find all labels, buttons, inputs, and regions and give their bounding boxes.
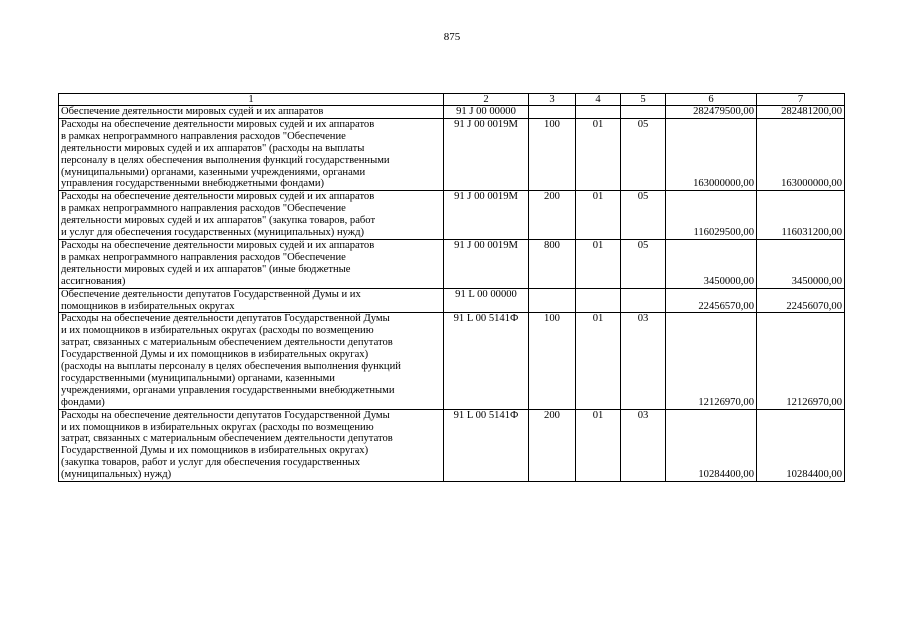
subsection-cell: 03 <box>621 409 666 481</box>
expense-name-line: деятельности мировых судей и их аппаратов" (иные бюджетные <box>61 263 351 275</box>
subsection-cell <box>621 288 666 313</box>
budget-code-cell: 91 L 00 00000 <box>444 288 529 313</box>
expense-name-cell <box>59 118 444 190</box>
budget-code-cell: 91 L 00 5141Ф <box>444 313 529 409</box>
expense-name-cell <box>59 409 444 481</box>
amount-col7-cell: 3450000,00 <box>757 239 845 288</box>
table-row <box>59 288 845 313</box>
subsection-cell: 05 <box>621 191 666 240</box>
subsection-cell: 03 <box>621 313 666 409</box>
amount-col7-cell: 12126970,00 <box>757 313 845 409</box>
expense-type-cell <box>529 288 576 313</box>
expense-name-line: Расходы на обеспечение деятельности мировых судей и их аппаратов <box>61 239 375 251</box>
section-cell <box>576 288 621 313</box>
column-header: 3 <box>529 94 576 106</box>
section-cell <box>576 106 621 119</box>
amount-col7-cell: 10284400,00 <box>757 409 845 481</box>
amount-col7-cell: 22456070,00 <box>757 288 845 313</box>
expense-name-line: Государственной Думы и их помощников в избирательных округах) <box>61 349 369 361</box>
table-header-row <box>59 94 845 106</box>
table-row <box>59 409 845 481</box>
expense-name-cell <box>59 313 444 409</box>
expense-name-line: (расходы на выплаты персоналу в целях обеспечения выполнения функций <box>61 361 401 373</box>
budget-code-cell: 91 J 00 00000 <box>444 106 529 119</box>
expense-name-line: Расходы на обеспечение деятельности депутатов Государственной Думы <box>61 409 390 421</box>
expense-name-line: Обеспечение деятельности мировых судей и их аппаратов <box>61 106 324 117</box>
expense-name-line: деятельности мировых судей и их аппаратов" (закупка товаров, работ <box>61 215 376 227</box>
expense-name-line: государственными (муниципальными) органами, казенными <box>61 372 335 384</box>
budget-code-cell: 91 J 00 0019М <box>444 118 529 190</box>
column-header: 5 <box>621 94 666 106</box>
subsection-cell <box>621 106 666 119</box>
table-row <box>59 191 845 240</box>
expense-name-line: (закупка товаров, работ и услуг для обеспечения государственных <box>61 457 361 469</box>
section-cell: 01 <box>576 409 621 481</box>
expense-name-line: в рамках непрограммного направления расходов "Обеспечение <box>61 251 346 263</box>
expense-type-cell: 200 <box>529 409 576 481</box>
expense-name-cell <box>59 288 444 313</box>
table-row <box>59 118 845 190</box>
expense-name-cell <box>59 106 444 119</box>
page-number: 875 <box>443 31 461 43</box>
expense-name-line: Расходы на обеспечение деятельности мировых судей и их аппаратов <box>61 191 375 203</box>
amount-col6-cell: 22456570,00 <box>666 288 757 313</box>
column-header: 2 <box>444 94 529 106</box>
amount-col6-cell: 12126970,00 <box>666 313 757 409</box>
expense-name-line: Расходы на обеспечение деятельности депутатов Государственной Думы <box>61 313 390 325</box>
section-cell: 01 <box>576 239 621 288</box>
expense-name-line: Обеспечение деятельности депутатов Государственной Думы и их <box>61 288 361 300</box>
expense-name-line: и их помощников в избирательных округах (расходы по возмещению <box>61 325 374 337</box>
budget-table <box>58 93 845 482</box>
subsection-cell: 05 <box>621 118 666 190</box>
expense-name-line: Государственной Думы и их помощников в избирательных округах) <box>61 445 369 457</box>
amount-col6-cell: 163000000,00 <box>666 118 757 190</box>
amount-col7-cell: 163000000,00 <box>757 118 845 190</box>
subsection-cell: 05 <box>621 239 666 288</box>
expense-name-line: фондами) <box>61 396 105 408</box>
section-cell: 01 <box>576 313 621 409</box>
amount-col6-cell: 10284400,00 <box>666 409 757 481</box>
budget-code-cell: 91 J 00 0019М <box>444 239 529 288</box>
expense-type-cell <box>529 106 576 119</box>
expense-name-line: и услуг для обеспечения государственных (муниципальных) нужд) <box>61 227 365 239</box>
table-row <box>59 239 845 288</box>
expense-name-line: ассигнования) <box>61 275 126 287</box>
column-header: 6 <box>666 94 757 106</box>
expense-name-line: персоналу в целях обеспечения выполнения функций государственными <box>61 154 390 166</box>
expense-name-line: и их помощников в избирательных округах (расходы по возмещению <box>61 421 374 433</box>
expense-name-line: Расходы на обеспечение деятельности мировых судей и их аппаратов <box>61 118 375 130</box>
expense-name-line: помощников в избирательных округах <box>61 300 235 312</box>
budget-code-cell: 91 L 00 5141Ф <box>444 409 529 481</box>
expense-name-cell <box>59 191 444 240</box>
budget-code-cell: 91 J 00 0019М <box>444 191 529 240</box>
expense-type-cell: 100 <box>529 313 576 409</box>
section-cell: 01 <box>576 191 621 240</box>
expense-name-line: затрат, связанных с материальным обеспечением деятельности депутатов <box>61 337 393 349</box>
expense-name-line: в рамках непрограммного направления расходов "Обеспечение <box>61 203 346 215</box>
amount-col6-cell: 3450000,00 <box>666 239 757 288</box>
expense-name-line: учреждениями, органами управления государственными внебюджетными <box>61 384 395 396</box>
expense-type-cell: 800 <box>529 239 576 288</box>
amount-col6-cell: 116029500,00 <box>666 191 757 240</box>
expense-name-line: в рамках непрограммного направления расходов "Обеспечение <box>61 130 346 142</box>
expense-type-cell: 200 <box>529 191 576 240</box>
section-cell: 01 <box>576 118 621 190</box>
expense-type-cell: 100 <box>529 118 576 190</box>
expense-name-cell <box>59 239 444 288</box>
table-row <box>59 106 845 119</box>
expense-name-line: деятельности мировых судей и их аппаратов" (расходы на выплаты <box>61 142 365 154</box>
amount-col6-cell: 282479500,00 <box>666 106 757 119</box>
column-header: 4 <box>576 94 621 106</box>
column-header: 7 <box>757 94 845 106</box>
amount-col7-cell: 282481200,00 <box>757 106 845 119</box>
column-header: 1 <box>59 94 444 106</box>
expense-name-line: управления государственными внебюджетными фондами) <box>61 178 325 190</box>
expense-name-line: затрат, связанных с материальным обеспечением деятельности депутатов <box>61 433 393 445</box>
expense-name-line: (муниципальных) нужд) <box>61 469 172 481</box>
expense-name-line: (муниципальными) органами, казенными учреждениями, органами <box>61 166 366 178</box>
amount-col7-cell: 116031200,00 <box>757 191 845 240</box>
table-row <box>59 313 845 409</box>
